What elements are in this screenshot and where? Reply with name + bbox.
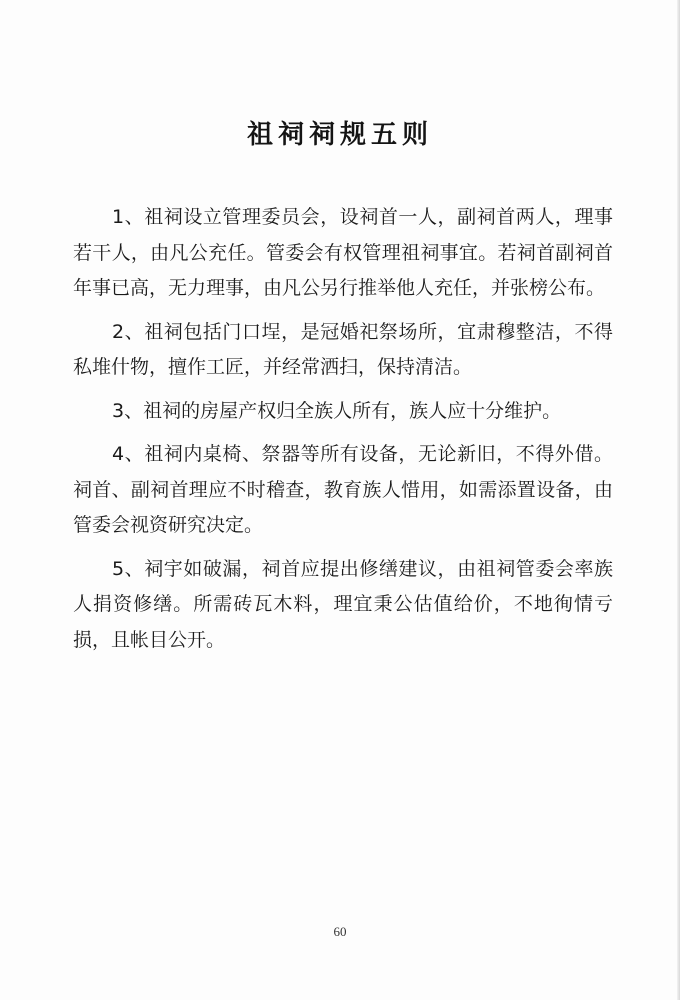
rule-paragraph-2: 2、祖祠包括门口埕，是冠婚祀祭场所，宜肃穆整洁，不得私堆什物，擅作工匠，并经常洒扫，保持清洁。 [73,320,613,378]
page-number: 60 [333,924,347,939]
rule-paragraph-5: 5、祠宇如破漏，祠首应提出修缮建议，由祖祠管委会率族人捐资修缮。所需砖瓦木料，理宜秉公估值给价，不地徇情亏损，且帐目公开。 [73,557,613,651]
rule-paragraph-1: 1、祖祠设立管理委员会，设祠首一人，副祠首两人，理事若干人，由凡公充任。管委会有权管理祖祠事宜。若祠首副祠首年事已高，无力理事，由凡公另行推举他人充任，并张榜公布。 [73,206,613,299]
rule-paragraph-4: 4、祖祠内桌椅、祭器等所有设备，无论新旧，不得外借。祠首、副祠首理应不时稽查，教育族人惜用，如需添置设备，由管委会视资研究决定。 [73,443,613,536]
document-title: 祖祠祠规五则 [246,120,433,150]
rule-paragraph-3: 3、祖祠的房屋产权归全族人所有，族人应十分维护。 [112,399,562,422]
document-body [73,200,613,666]
